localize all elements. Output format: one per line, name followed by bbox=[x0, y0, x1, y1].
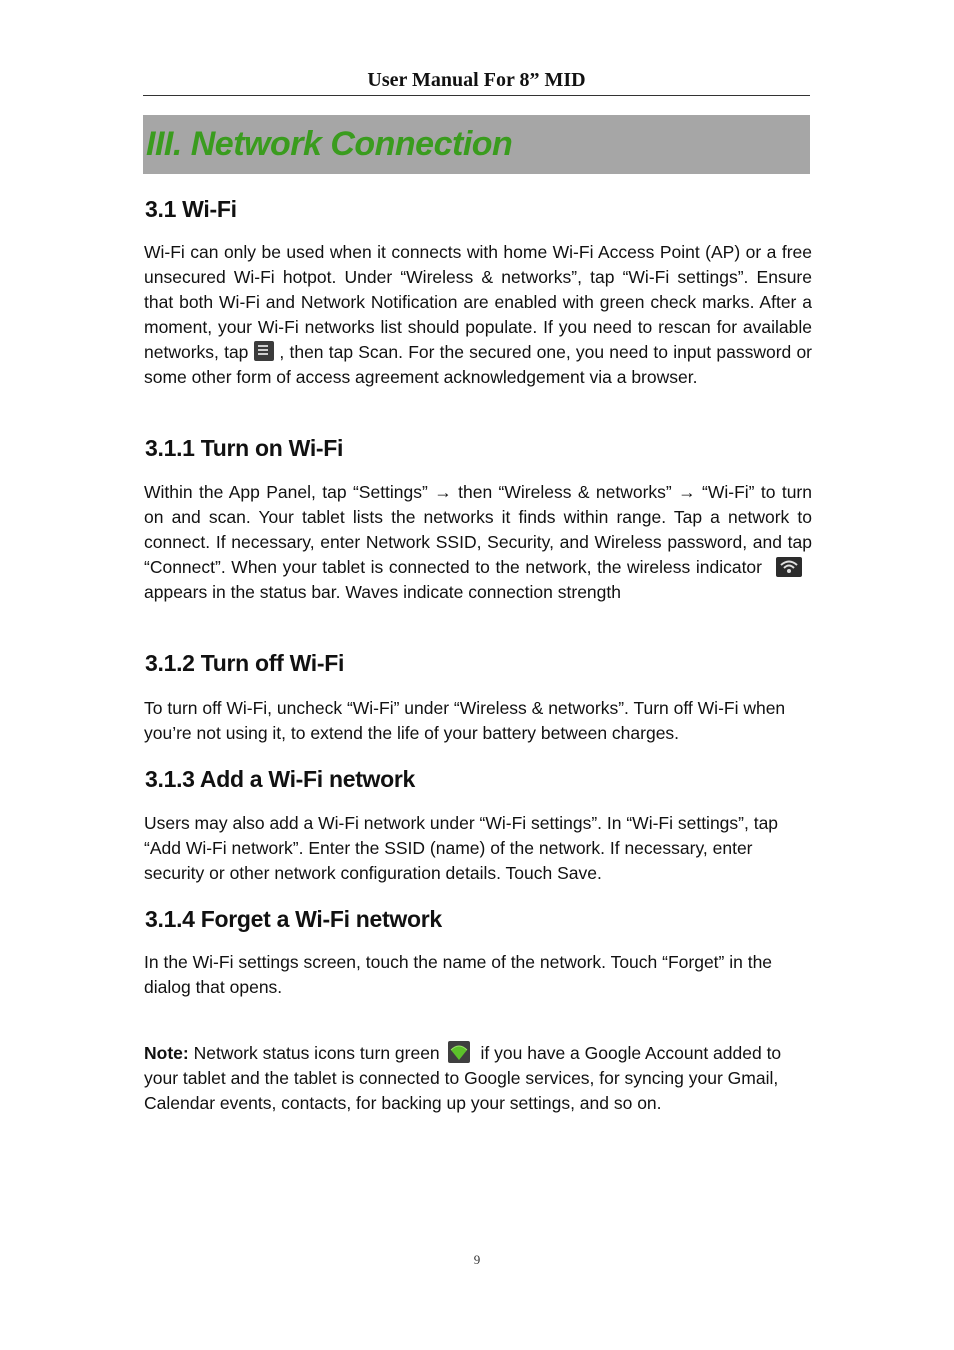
note-text-1: Network status icons turn green bbox=[188, 1043, 440, 1063]
note-text-2: if you have a Google Account added to your tablet and the tablet is connected to Google services, for syncing your Gmail, Calendar events, contacts, for backing up your settings, and so on. bbox=[144, 1043, 782, 1113]
note-label: Note: bbox=[144, 1043, 189, 1063]
section-body-add-network: Users may also add a Wi-Fi network under “Wi-Fi settings”. In “Wi-Fi settings”, tap “Add Wi-Fi network”. Enter the SSID (name) of the network. If necessary, enter security or other network configuration details. Touch Save. bbox=[144, 813, 779, 883]
section-heading-turn-on: 3.1.1 Turn on Wi-Fi bbox=[145, 435, 344, 461]
turn-on-body-text-1: Within the App Panel, tap “Settings” → then “Wireless & networks” → “Wi-Fi” to turn on and scan. Your tablet lists the networks it finds within range. Tap a network to connect. If necessary, enter Network SSID, Security, and Wireless password, and tap “Connect”. When your tablet is connected to the network, the wireless indicator bbox=[144, 482, 812, 577]
wifi-signal-icon bbox=[776, 557, 802, 577]
wifi-signal-green-icon bbox=[448, 1041, 470, 1063]
chapter-title: III. Network Connection bbox=[146, 125, 513, 163]
section-heading-turn-off: 3.1.2 Turn off Wi-Fi bbox=[145, 650, 345, 676]
section-body-wifi bbox=[144, 240, 812, 390]
header-divider bbox=[143, 95, 810, 96]
section-heading-add-network: 3.1.3 Add a Wi-Fi network bbox=[145, 766, 416, 792]
menu-icon bbox=[254, 341, 274, 361]
section-body-turn-off: To turn off Wi-Fi, uncheck “Wi-Fi” under “Wireless & networks”. Turn off Wi-Fi when you’re not using it, to extend the life of your battery between charges. bbox=[144, 698, 786, 743]
note-paragraph bbox=[144, 1041, 812, 1116]
page-header: User Manual For 8” MID bbox=[367, 69, 586, 91]
section-body-turn-on bbox=[144, 480, 812, 605]
section-heading-forget-network: 3.1.4 Forget a Wi-Fi network bbox=[145, 906, 442, 932]
section-body-forget-network: In the Wi-Fi settings screen, touch the name of the network. Touch “Forget” in the dialog that opens. bbox=[144, 952, 773, 997]
turn-on-body-text-2: appears in the status bar. Waves indicate connection strength bbox=[144, 582, 621, 602]
wifi-body-text-2: , then tap Scan. For the secured one, you need to input password or some other form of access agreement acknowledgement via a browser. bbox=[144, 342, 813, 387]
section-heading-wifi: 3.1 Wi-Fi bbox=[145, 196, 237, 222]
wifi-body-text-1: Wi-Fi can only be used when it connects with home Wi-Fi Access Point (AP) or a free unsecured Wi-Fi hotpot. Under “Wireless & networks”, tap “Wi-Fi settings”. Ensure that both Wi-Fi and Network Notification are enabled with green check marks. After a moment, your Wi-Fi networks list should populate. If you need to rescan for available networks, tap bbox=[144, 242, 812, 362]
page-number: 9 bbox=[473, 1252, 481, 1267]
